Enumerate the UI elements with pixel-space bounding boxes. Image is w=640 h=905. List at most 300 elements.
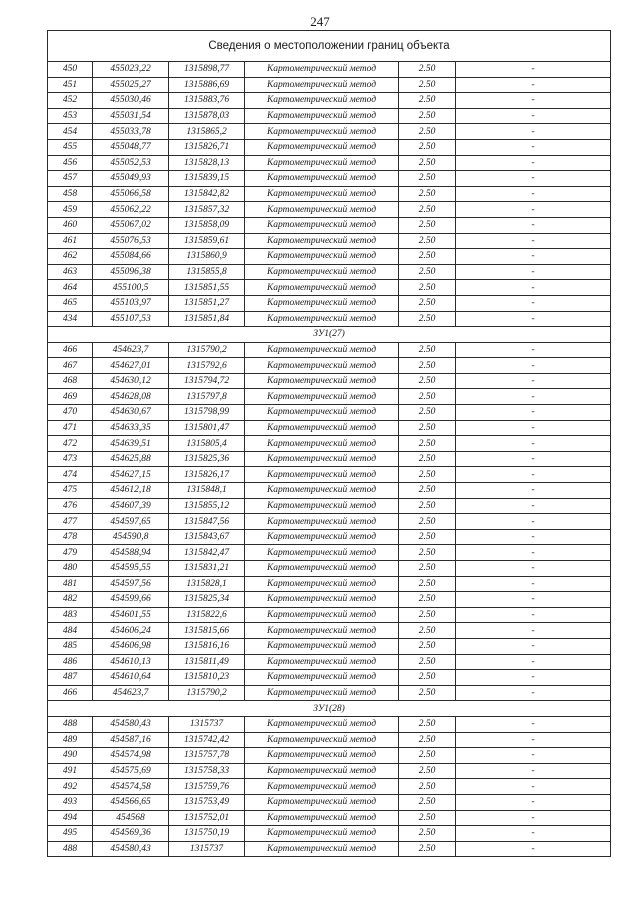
- y-coordinate-cell: 1315883,76: [169, 93, 245, 109]
- x-coordinate-cell: 454566,65: [93, 794, 169, 810]
- x-coordinate-cell: 454597,65: [93, 514, 169, 530]
- page-number: 247: [310, 14, 330, 29]
- description-cell: -: [456, 342, 611, 358]
- method-cell: Картометрический метод: [245, 716, 399, 732]
- description-cell: -: [456, 311, 611, 327]
- point-number-cell: 453: [48, 108, 93, 124]
- description-cell: -: [456, 249, 611, 265]
- table-row: [48, 295, 611, 311]
- table-row: [48, 139, 611, 155]
- y-coordinate-cell: 1315828,1: [169, 576, 245, 592]
- accuracy-cell: 2.50: [399, 62, 456, 78]
- table-row: [48, 280, 611, 296]
- method-cell: Картометрический метод: [245, 217, 399, 233]
- point-number-cell: 477: [48, 514, 93, 530]
- accuracy-cell: 2.50: [399, 670, 456, 686]
- method-cell: Картометрический метод: [245, 670, 399, 686]
- description-cell: -: [456, 670, 611, 686]
- description-cell: -: [456, 716, 611, 732]
- x-coordinate-cell: 454606,98: [93, 638, 169, 654]
- description-cell: -: [456, 498, 611, 514]
- description-cell: -: [456, 264, 611, 280]
- description-cell: -: [456, 623, 611, 639]
- point-number-cell: 454: [48, 124, 93, 140]
- point-number-cell: 490: [48, 748, 93, 764]
- point-number-cell: 489: [48, 732, 93, 748]
- method-cell: Картометрический метод: [245, 202, 399, 218]
- accuracy-cell: 2.50: [399, 685, 456, 701]
- accuracy-cell: 2.50: [399, 514, 456, 530]
- method-cell: Картометрический метод: [245, 498, 399, 514]
- description-cell: -: [456, 389, 611, 405]
- y-coordinate-cell: 1315826,17: [169, 467, 245, 483]
- accuracy-cell: 2.50: [399, 623, 456, 639]
- x-coordinate-cell: 454597,56: [93, 576, 169, 592]
- x-coordinate-cell: 454588,94: [93, 545, 169, 561]
- table-row: [48, 436, 611, 452]
- accuracy-cell: 2.50: [399, 155, 456, 171]
- point-number-cell: 485: [48, 638, 93, 654]
- description-cell: -: [456, 841, 611, 857]
- accuracy-cell: 2.50: [399, 264, 456, 280]
- y-coordinate-cell: 1315758,33: [169, 763, 245, 779]
- point-number-cell: 473: [48, 451, 93, 467]
- point-number-cell: 493: [48, 794, 93, 810]
- accuracy-cell: 2.50: [399, 124, 456, 140]
- table-row: [48, 155, 611, 171]
- y-coordinate-cell: 1315805,4: [169, 436, 245, 452]
- accuracy-cell: 2.50: [399, 420, 456, 436]
- table-row: [48, 732, 611, 748]
- method-cell: Картометрический метод: [245, 592, 399, 608]
- accuracy-cell: 2.50: [399, 763, 456, 779]
- method-cell: Картометрический метод: [245, 405, 399, 421]
- y-coordinate-cell: 1315898,77: [169, 62, 245, 78]
- method-cell: Картометрический метод: [245, 576, 399, 592]
- accuracy-cell: 2.50: [399, 607, 456, 623]
- accuracy-cell: 2.50: [399, 93, 456, 109]
- accuracy-cell: 2.50: [399, 139, 456, 155]
- y-coordinate-cell: 1315797,8: [169, 389, 245, 405]
- table-row: [48, 217, 611, 233]
- description-cell: -: [456, 139, 611, 155]
- x-coordinate-cell: 454627,01: [93, 358, 169, 374]
- table-row: [48, 171, 611, 187]
- x-coordinate-cell: 454587,16: [93, 732, 169, 748]
- method-cell: Картометрический метод: [245, 233, 399, 249]
- y-coordinate-cell: 1315752,01: [169, 810, 245, 826]
- accuracy-cell: 2.50: [399, 483, 456, 499]
- point-number-cell: 482: [48, 592, 93, 608]
- method-cell: Картометрический метод: [245, 623, 399, 639]
- description-cell: -: [456, 529, 611, 545]
- description-cell: -: [456, 93, 611, 109]
- table-row: [48, 826, 611, 842]
- x-coordinate-cell: 454606,24: [93, 623, 169, 639]
- accuracy-cell: 2.50: [399, 436, 456, 452]
- x-coordinate-cell: 455030,46: [93, 93, 169, 109]
- accuracy-cell: 2.50: [399, 249, 456, 265]
- accuracy-cell: 2.50: [399, 841, 456, 857]
- method-cell: Картометрический метод: [245, 779, 399, 795]
- table-row: [48, 108, 611, 124]
- x-coordinate-cell: 455049,93: [93, 171, 169, 187]
- accuracy-cell: 2.50: [399, 389, 456, 405]
- x-coordinate-cell: 454601,55: [93, 607, 169, 623]
- method-cell: Картометрический метод: [245, 685, 399, 701]
- method-cell: Картометрический метод: [245, 654, 399, 670]
- accuracy-cell: 2.50: [399, 545, 456, 561]
- x-coordinate-cell: 454595,55: [93, 561, 169, 577]
- point-number-cell: 486: [48, 654, 93, 670]
- y-coordinate-cell: 1315851,84: [169, 311, 245, 327]
- accuracy-cell: 2.50: [399, 810, 456, 826]
- point-number-cell: 487: [48, 670, 93, 686]
- table-row: [48, 202, 611, 218]
- accuracy-cell: 2.50: [399, 826, 456, 842]
- point-number-cell: 480: [48, 561, 93, 577]
- table-row: [48, 93, 611, 109]
- y-coordinate-cell: 1315790,2: [169, 685, 245, 701]
- x-coordinate-cell: 454610,13: [93, 654, 169, 670]
- y-coordinate-cell: 1315790,2: [169, 342, 245, 358]
- y-coordinate-cell: 1315801,47: [169, 420, 245, 436]
- table-row: [48, 420, 611, 436]
- x-coordinate-cell: 455100,5: [93, 280, 169, 296]
- y-coordinate-cell: 1315859,61: [169, 233, 245, 249]
- x-coordinate-cell: 454568: [93, 810, 169, 826]
- description-cell: -: [456, 826, 611, 842]
- description-cell: -: [456, 62, 611, 78]
- accuracy-cell: 2.50: [399, 373, 456, 389]
- y-coordinate-cell: 1315750,19: [169, 826, 245, 842]
- table-row: [48, 779, 611, 795]
- accuracy-cell: 2.50: [399, 405, 456, 421]
- table-title-row: [48, 31, 611, 62]
- description-cell: -: [456, 561, 611, 577]
- description-cell: -: [456, 420, 611, 436]
- x-coordinate-cell: 454574,58: [93, 779, 169, 795]
- x-coordinate-cell: 454612,18: [93, 483, 169, 499]
- point-number-cell: 459: [48, 202, 93, 218]
- table-row: [48, 810, 611, 826]
- y-coordinate-cell: 1315828,13: [169, 155, 245, 171]
- accuracy-cell: 2.50: [399, 186, 456, 202]
- point-number-cell: 492: [48, 779, 93, 795]
- point-number-cell: 457: [48, 171, 93, 187]
- method-cell: Картометрический метод: [245, 561, 399, 577]
- accuracy-cell: 2.50: [399, 233, 456, 249]
- description-cell: -: [456, 295, 611, 311]
- y-coordinate-cell: 1315825,34: [169, 592, 245, 608]
- method-cell: Картометрический метод: [245, 545, 399, 561]
- point-number-cell: 467: [48, 358, 93, 374]
- accuracy-cell: 2.50: [399, 217, 456, 233]
- x-coordinate-cell: 455076,53: [93, 233, 169, 249]
- description-cell: -: [456, 373, 611, 389]
- description-cell: -: [456, 763, 611, 779]
- method-cell: Картометрический метод: [245, 483, 399, 499]
- point-number-cell: 488: [48, 716, 93, 732]
- method-cell: Картометрический метод: [245, 62, 399, 78]
- y-coordinate-cell: 1315843,67: [169, 529, 245, 545]
- y-coordinate-cell: 1315815,66: [169, 623, 245, 639]
- x-coordinate-cell: 455033,78: [93, 124, 169, 140]
- x-coordinate-cell: 455107,53: [93, 311, 169, 327]
- method-cell: Картометрический метод: [245, 108, 399, 124]
- x-coordinate-cell: 455023,22: [93, 62, 169, 78]
- accuracy-cell: 2.50: [399, 498, 456, 514]
- y-coordinate-cell: 1315839,15: [169, 171, 245, 187]
- x-coordinate-cell: 455062,22: [93, 202, 169, 218]
- point-number-cell: 478: [48, 529, 93, 545]
- y-coordinate-cell: 1315811,49: [169, 654, 245, 670]
- x-coordinate-cell: 455025,27: [93, 77, 169, 93]
- point-number-cell: 466: [48, 342, 93, 358]
- table-row: [48, 576, 611, 592]
- y-coordinate-cell: 1315851,55: [169, 280, 245, 296]
- x-coordinate-cell: 455103,97: [93, 295, 169, 311]
- accuracy-cell: 2.50: [399, 654, 456, 670]
- point-number-cell: 466: [48, 685, 93, 701]
- method-cell: Картометрический метод: [245, 373, 399, 389]
- x-coordinate-cell: 454575,69: [93, 763, 169, 779]
- point-number-cell: 471: [48, 420, 93, 436]
- description-cell: -: [456, 171, 611, 187]
- description-cell: -: [456, 592, 611, 608]
- point-number-cell: 479: [48, 545, 93, 561]
- method-cell: Картометрический метод: [245, 638, 399, 654]
- point-number-cell: 469: [48, 389, 93, 405]
- x-coordinate-cell: 455048,77: [93, 139, 169, 155]
- accuracy-cell: 2.50: [399, 108, 456, 124]
- y-coordinate-cell: 1315851,27: [169, 295, 245, 311]
- method-cell: Картометрический метод: [245, 732, 399, 748]
- method-cell: Картометрический метод: [245, 124, 399, 140]
- accuracy-cell: 2.50: [399, 638, 456, 654]
- boundary-coordinates-table: [47, 30, 611, 857]
- description-cell: -: [456, 576, 611, 592]
- x-coordinate-cell: 454630,67: [93, 405, 169, 421]
- point-number-cell: 462: [48, 249, 93, 265]
- point-number-cell: 463: [48, 264, 93, 280]
- method-cell: Картометрический метод: [245, 358, 399, 374]
- table-row: [48, 62, 611, 78]
- table-row: [48, 233, 611, 249]
- point-number-cell: 455: [48, 139, 93, 155]
- method-cell: Картометрический метод: [245, 139, 399, 155]
- method-cell: Картометрический метод: [245, 436, 399, 452]
- point-number-cell: 495: [48, 826, 93, 842]
- y-coordinate-cell: 1315886,69: [169, 77, 245, 93]
- accuracy-cell: 2.50: [399, 358, 456, 374]
- table-row: [48, 561, 611, 577]
- description-cell: -: [456, 280, 611, 296]
- table-row: [48, 514, 611, 530]
- description-cell: -: [456, 514, 611, 530]
- point-number-cell: 451: [48, 77, 93, 93]
- point-number-cell: 491: [48, 763, 93, 779]
- accuracy-cell: 2.50: [399, 561, 456, 577]
- description-cell: -: [456, 155, 611, 171]
- x-coordinate-cell: 455052,53: [93, 155, 169, 171]
- point-number-cell: 450: [48, 62, 93, 78]
- point-number-cell: 464: [48, 280, 93, 296]
- point-number-cell: 474: [48, 467, 93, 483]
- point-number-cell: 476: [48, 498, 93, 514]
- description-cell: -: [456, 779, 611, 795]
- description-cell: -: [456, 124, 611, 140]
- point-number-cell: 481: [48, 576, 93, 592]
- point-number-cell: 484: [48, 623, 93, 639]
- accuracy-cell: 2.50: [399, 280, 456, 296]
- y-coordinate-cell: 1315810,23: [169, 670, 245, 686]
- table-row: [48, 529, 611, 545]
- description-cell: -: [456, 202, 611, 218]
- y-coordinate-cell: 1315753,49: [169, 794, 245, 810]
- x-coordinate-cell: 454574,98: [93, 748, 169, 764]
- x-coordinate-cell: 454639,51: [93, 436, 169, 452]
- point-number-cell: 434: [48, 311, 93, 327]
- x-coordinate-cell: 455066,58: [93, 186, 169, 202]
- method-cell: Картометрический метод: [245, 607, 399, 623]
- table-row: [48, 373, 611, 389]
- accuracy-cell: 2.50: [399, 576, 456, 592]
- y-coordinate-cell: 1315737: [169, 716, 245, 732]
- table-row: [48, 794, 611, 810]
- x-coordinate-cell: 454627,15: [93, 467, 169, 483]
- accuracy-cell: 2.50: [399, 592, 456, 608]
- method-cell: Картометрический метод: [245, 389, 399, 405]
- accuracy-cell: 2.50: [399, 732, 456, 748]
- method-cell: Картометрический метод: [245, 451, 399, 467]
- y-coordinate-cell: 1315792,6: [169, 358, 245, 374]
- x-coordinate-cell: 454580,43: [93, 716, 169, 732]
- table-row: [48, 592, 611, 608]
- accuracy-cell: 2.50: [399, 529, 456, 545]
- accuracy-cell: 2.50: [399, 451, 456, 467]
- section-row: [48, 327, 611, 343]
- y-coordinate-cell: 1315759,76: [169, 779, 245, 795]
- method-cell: Картометрический метод: [245, 280, 399, 296]
- section-label: ЗУ1(28): [48, 701, 611, 717]
- accuracy-cell: 2.50: [399, 295, 456, 311]
- description-cell: -: [456, 358, 611, 374]
- method-cell: Картометрический метод: [245, 810, 399, 826]
- x-coordinate-cell: 454590,8: [93, 529, 169, 545]
- section-row: [48, 701, 611, 717]
- description-cell: -: [456, 467, 611, 483]
- x-coordinate-cell: 454625,88: [93, 451, 169, 467]
- description-cell: -: [456, 217, 611, 233]
- accuracy-cell: 2.50: [399, 202, 456, 218]
- table-row: [48, 124, 611, 140]
- x-coordinate-cell: 454623,7: [93, 685, 169, 701]
- description-cell: -: [456, 685, 611, 701]
- x-coordinate-cell: 455067,02: [93, 217, 169, 233]
- table-row: [48, 498, 611, 514]
- description-cell: -: [456, 77, 611, 93]
- description-cell: -: [456, 545, 611, 561]
- y-coordinate-cell: 1315878,03: [169, 108, 245, 124]
- table-row: [48, 685, 611, 701]
- table-row: [48, 311, 611, 327]
- point-number-cell: 452: [48, 93, 93, 109]
- description-cell: -: [456, 108, 611, 124]
- table-row: [48, 77, 611, 93]
- method-cell: Картометрический метод: [245, 420, 399, 436]
- y-coordinate-cell: 1315798,99: [169, 405, 245, 421]
- x-coordinate-cell: 454628,08: [93, 389, 169, 405]
- x-coordinate-cell: 454633,35: [93, 420, 169, 436]
- table-row: [48, 748, 611, 764]
- point-number-cell: 475: [48, 483, 93, 499]
- table-row: [48, 638, 611, 654]
- table-row: [48, 358, 611, 374]
- x-coordinate-cell: 454607,39: [93, 498, 169, 514]
- accuracy-cell: 2.50: [399, 171, 456, 187]
- y-coordinate-cell: 1315858,09: [169, 217, 245, 233]
- y-coordinate-cell: 1315848,1: [169, 483, 245, 499]
- method-cell: Картометрический метод: [245, 186, 399, 202]
- method-cell: Картометрический метод: [245, 77, 399, 93]
- description-cell: -: [456, 654, 611, 670]
- table-row: [48, 716, 611, 732]
- method-cell: Картометрический метод: [245, 826, 399, 842]
- method-cell: Картометрический метод: [245, 841, 399, 857]
- table-row: [48, 654, 611, 670]
- table-row: [48, 763, 611, 779]
- y-coordinate-cell: 1315865,2: [169, 124, 245, 140]
- x-coordinate-cell: 454599,66: [93, 592, 169, 608]
- method-cell: Картометрический метод: [245, 514, 399, 530]
- method-cell: Картометрический метод: [245, 93, 399, 109]
- description-cell: -: [456, 794, 611, 810]
- y-coordinate-cell: 1315757,78: [169, 748, 245, 764]
- table-row: [48, 249, 611, 265]
- accuracy-cell: 2.50: [399, 467, 456, 483]
- method-cell: Картометрический метод: [245, 249, 399, 265]
- accuracy-cell: 2.50: [399, 342, 456, 358]
- accuracy-cell: 2.50: [399, 311, 456, 327]
- point-number-cell: 458: [48, 186, 93, 202]
- method-cell: Картометрический метод: [245, 794, 399, 810]
- table-row: [48, 451, 611, 467]
- x-coordinate-cell: 455084,66: [93, 249, 169, 265]
- y-coordinate-cell: 1315737: [169, 841, 245, 857]
- y-coordinate-cell: 1315855,12: [169, 498, 245, 514]
- method-cell: Картометрический метод: [245, 155, 399, 171]
- description-cell: -: [456, 638, 611, 654]
- method-cell: Картометрический метод: [245, 748, 399, 764]
- table-row: [48, 623, 611, 639]
- method-cell: Картометрический метод: [245, 763, 399, 779]
- table-row: [48, 405, 611, 421]
- point-number-cell: 468: [48, 373, 93, 389]
- table-row: [48, 483, 611, 499]
- table-row: [48, 389, 611, 405]
- table-row: [48, 342, 611, 358]
- method-cell: Картометрический метод: [245, 467, 399, 483]
- x-coordinate-cell: 454630,12: [93, 373, 169, 389]
- point-number-cell: 472: [48, 436, 93, 452]
- y-coordinate-cell: 1315816,16: [169, 638, 245, 654]
- x-coordinate-cell: 454580,43: [93, 841, 169, 857]
- method-cell: Картометрический метод: [245, 529, 399, 545]
- x-coordinate-cell: 455031,54: [93, 108, 169, 124]
- table-row: [48, 607, 611, 623]
- table-title: Сведения о местоположении границ объекта: [48, 31, 611, 62]
